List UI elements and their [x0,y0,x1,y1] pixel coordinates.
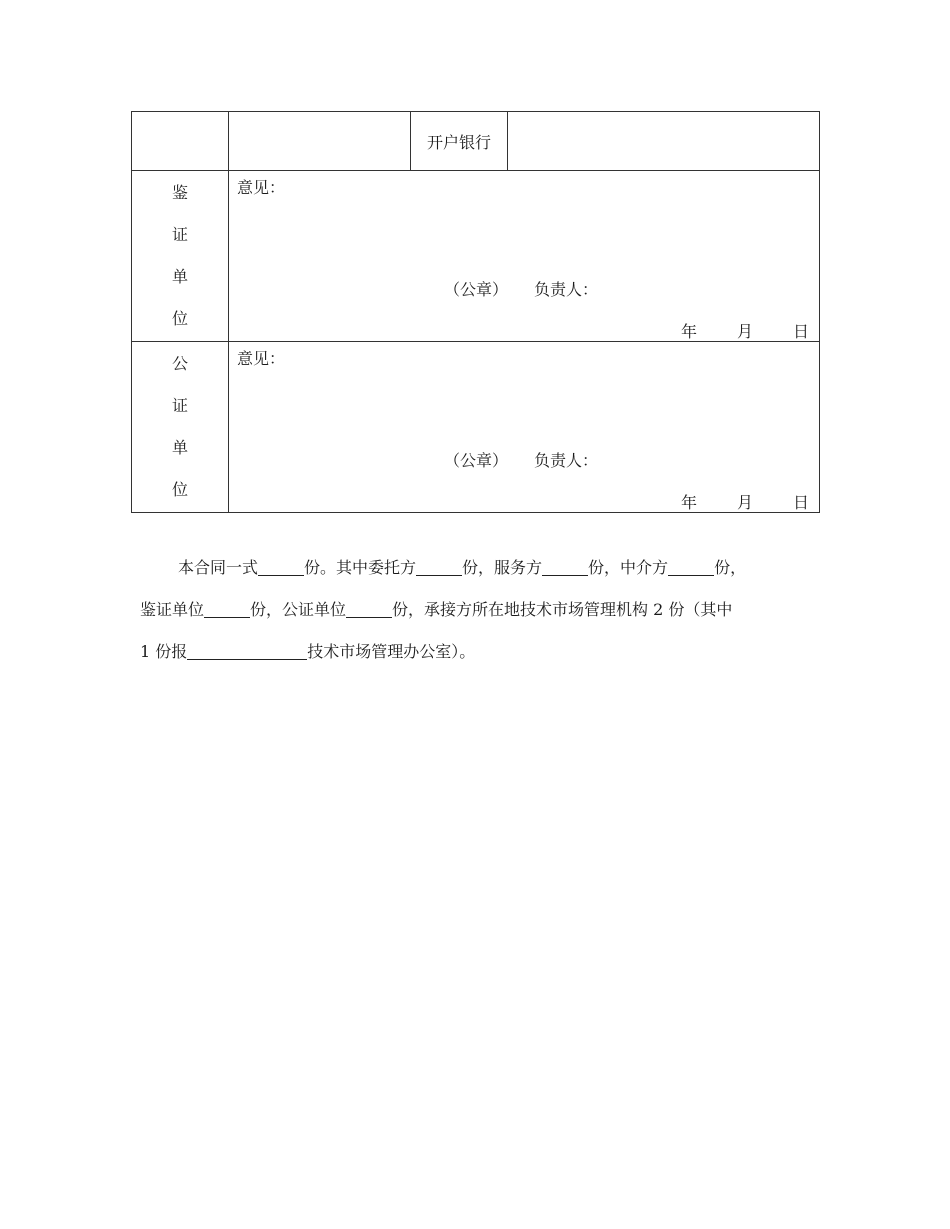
verification-unit-label: 鉴 证 单 位 [132,171,229,342]
day-label: 日 [792,322,809,341]
verification-opinion-cell [229,171,820,342]
date-line [681,319,809,342]
blank-notary-copies[interactable] [346,601,392,618]
month-label: 月 [736,493,753,512]
blank-agent-copies[interactable] [668,559,714,576]
blank-total-copies[interactable] [258,559,304,576]
blank-cell [229,112,411,171]
seal-label: （公章） [444,451,509,470]
copies-line: 1 份报 技术市场管理办公室）。 [140,642,476,661]
opinion-label: 意见： [237,178,286,197]
opinion-label: 意见： [237,349,286,368]
copies-line: 鉴证单位 份，公证单位 份，承接方所在地技术市场管理机构 2 份（其中 [140,600,733,619]
blank-service-copies[interactable] [542,559,588,576]
verification-unit-row [132,171,820,342]
notary-opinion-cell [229,342,820,513]
notary-unit-row [132,342,820,513]
copies-paragraph [140,547,820,673]
contract-sign-table [131,111,820,513]
year-label: 年 [680,322,697,341]
month-label: 月 [736,322,753,341]
responsible-person-label: 负责人： [534,451,599,470]
copies-line: 本合同一式 份。其中委托方 份，服务方 份，中介方 份， [178,558,747,577]
blank-cell [132,112,229,171]
date-line [681,490,809,513]
day-label: 日 [792,493,809,512]
blank-verification-copies[interactable] [204,601,250,618]
year-label: 年 [680,493,697,512]
blank-client-copies[interactable] [416,559,462,576]
bank-value-cell [508,112,820,171]
bank-row [132,112,820,171]
seal-label: （公章） [444,280,509,299]
responsible-person-label: 负责人： [534,280,599,299]
bank-label: 开户银行 [411,112,508,171]
blank-office-name[interactable] [187,643,307,660]
notary-unit-label: 公 证 单 位 [132,342,229,513]
